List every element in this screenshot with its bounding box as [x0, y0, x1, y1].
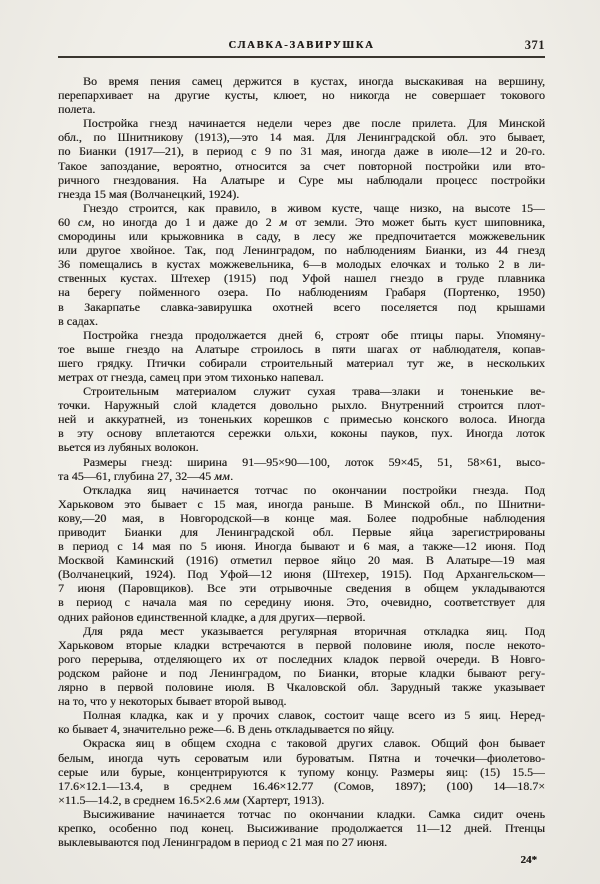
text-line: одних районов единственной кладке, а для других—первой.: [58, 609, 366, 624]
text-line: в садах.: [58, 313, 98, 328]
page-number: 371: [524, 38, 545, 52]
text-line: лярно в первой половине июля. В Чкаловской обл. Зарудный также указывает: [58, 680, 545, 695]
text-line: тое выше гнездо на Алатыре строилось в пяти шагах от наблюдателя, копав-: [58, 341, 545, 356]
text-line: точки. Наружный слой кладется довольно рыхло. Внутренний строится плот-: [58, 398, 545, 413]
text-line: на берегу пойменного озера. По наблюдениям Грабаря (Портенко, 1950): [58, 285, 545, 300]
text-line: рого перерыва, отделяющего их от последних кладок первой очереди. В Новго-: [58, 651, 545, 666]
text-line: шего грядку. Птички собирали строительный материал тут же, в нескольких: [58, 355, 545, 370]
text-line: белым, иногда чуть сероватым или буроватым. Пятна и точечки—фиолетово-: [58, 750, 545, 765]
text-line: смородины или крыжовника в саду, в лесу же предпочитается можжевельник: [58, 229, 545, 244]
text-line: Харьковом вторые кладки встречаются в первой половине июля, после некото-: [58, 637, 545, 652]
text-line: 7 июня (Паровщиков). Все эти отрывочные сведения в общем укладываются: [58, 581, 545, 596]
text-line: Постройка гнезд начинается недели через две после прилета. Для Минской: [83, 116, 545, 131]
text-line: выклевываются под Ленинградом в период с 21 мая по 27 июня.: [58, 835, 388, 850]
text-line: Такое запоздание, вероятно, относится за счет повторной постройки или вто-: [58, 158, 545, 173]
text-line: Во время пения самец держится в кустах, иногда выскакивая на вершину,: [83, 74, 545, 88]
text-line: Харьковом это бывает с 15 мая, иногда раньше. В Минской обл., по Шнитни-: [58, 496, 545, 511]
text-line: вьется из лубяных волокон.: [58, 440, 199, 455]
text-line: Откладка яиц начинается тотчас по окончании постройки гнезда. Под: [83, 482, 545, 497]
text-line: на то, что у некоторых бывает второй вывод.: [58, 694, 287, 709]
paragraph: [58, 736, 545, 806]
text-line: в период с начала мая по середину июня. Это, очевидно, соответствует для: [58, 595, 545, 610]
text-line: Размеры гнезд: ширина 91—95×90—100, лоток 59×45, 51, 58×61, высо-: [83, 454, 545, 469]
paragraph: [58, 116, 545, 201]
paragraph: [58, 807, 545, 849]
text-line: в эту основу вплетаются сережки ольхи, коконы пауков, пух. Иногда лоток: [58, 426, 545, 441]
text-line: 36 помещались в кустах можжевельника, 6—в молодых елочках и только 2 в ли-: [58, 257, 545, 272]
header-rule: [58, 56, 545, 58]
paragraph: [58, 384, 545, 454]
text-line: ней и аккуратней, из тоненьких корешков с примесью конского волоса. Иногда: [58, 412, 545, 427]
text-line: полета.: [58, 102, 96, 117]
text-line: обл., по Шнитникову (1913),—это 14 мая. Для Ленинградской обл. это бывает,: [58, 130, 545, 145]
text-line: приводит Бианки для Ленинградской обл. Первые яйца зарегистрированы: [58, 525, 545, 539]
text-line: Постройка гнезда продолжается дней 6, строят обе птицы пары. Упомяну-: [83, 327, 545, 342]
text-line: Высиживание начинается тотчас по окончании кладки. Самка сидит очень: [83, 806, 545, 821]
paragraph: [58, 708, 545, 736]
paragraph: [58, 455, 545, 483]
text-line: ×11.5—14.2, в среднем 16.5×2.6 мм (Хартерт, 1913).: [58, 792, 325, 807]
text-line: та 45—61, глубина 27, 32—45 мм.: [58, 468, 234, 483]
text-column: [58, 0, 545, 866]
text-line: гнезда 15 мая (Волчанецкий, 1924).: [58, 186, 240, 201]
footer: [58, 854, 545, 866]
text-line: крепко, особенно под конец. Высиживание продолжается 11—12 дней. Птенцы: [58, 820, 545, 835]
text-line: метрах от гнезда, самец при этом тихонько напевал.: [58, 369, 324, 384]
text-line: ственных кустах. Штехер (1915) под Уфой нашел гнездо в груде плавника: [58, 271, 545, 286]
text-line: или другое хвойное. Так, под Ленинградом, по наблюдениям Бианки, из 44 гнезд: [58, 243, 545, 258]
paragraph: [58, 624, 545, 709]
text-line: Для ряда мест указывается регулярная вторичная откладка яиц. Под: [83, 623, 545, 638]
text-line: Гнездо строится, как правило, в живом кусте, чаще низко, на высоте 15—: [83, 200, 545, 215]
running-head: [58, 40, 545, 53]
text-line: Полная кладка, как и у прочих славок, состоит чаще всего из 5 яиц. Неред-: [83, 708, 545, 723]
paragraph: [58, 74, 545, 116]
text-line: перепархивает на другие кусты, клюет, но никогда не совершает токового: [58, 88, 545, 103]
text-line: (Волчанецкий, 1924). Под Уфой—12 июня (Штехер, 1915). Под Архангельском—: [58, 567, 545, 582]
paragraph: [58, 483, 545, 624]
text-line: 60 см, но иногда до 1 и даже до 2 м от земли. Это может быть куст шиповника,: [58, 214, 545, 229]
text-line: в период с 14 мая по 5 июня. Иногда бывают и 6 мая, а также—12 июня. Под: [58, 539, 545, 554]
text-line: по Бианки (1917—21), в период с 9 по 31 мая, иногда даже в июле—12 и 20-го.: [58, 144, 545, 159]
text-line: ко бывает 4, значительно реже—6. В день откладывается по яйцу.: [58, 722, 395, 737]
text-line: Строительным материалом служит сухая трава—злаки и тоненькие ве-: [83, 384, 545, 399]
running-title: СЛАВКА-ЗАВИРУШКА: [228, 40, 375, 51]
text-line: ричного гнездования. На Алатыре и Суре мы наблюдали процесс постройки: [58, 172, 545, 187]
text-body: [58, 74, 545, 849]
signature-mark: 24*: [520, 854, 537, 867]
text-line: Москвой Каминский (1916) отметил первое яйцо 20 мая. В Алатыре—19 мая: [58, 553, 545, 568]
text-line: Окраска яиц в общем сходна с таковой других славок. Общий фон бывает: [83, 736, 545, 751]
text-line: серые или бурые, концентрируются к тупому концу. Размеры яиц: (15) 15.5—: [58, 764, 545, 779]
text-line: 17.6×12.1—13.4, в среднем 16.46×12.77 (Сомов, 1897); (100) 14—18.7×: [58, 778, 545, 793]
text-line: кову,—20 мая, в Новгородской—в конце мая. Более подробные наблюдения: [58, 510, 545, 525]
paragraph: [58, 201, 545, 328]
text-line: родском районе и под Ленинградом, по Бианки, вторые кладки бывают регу-: [58, 665, 545, 680]
text-line: в Закарпатье славка-завирушка охотней всего поселяется под крышами: [58, 299, 545, 314]
paragraph: [58, 328, 545, 384]
